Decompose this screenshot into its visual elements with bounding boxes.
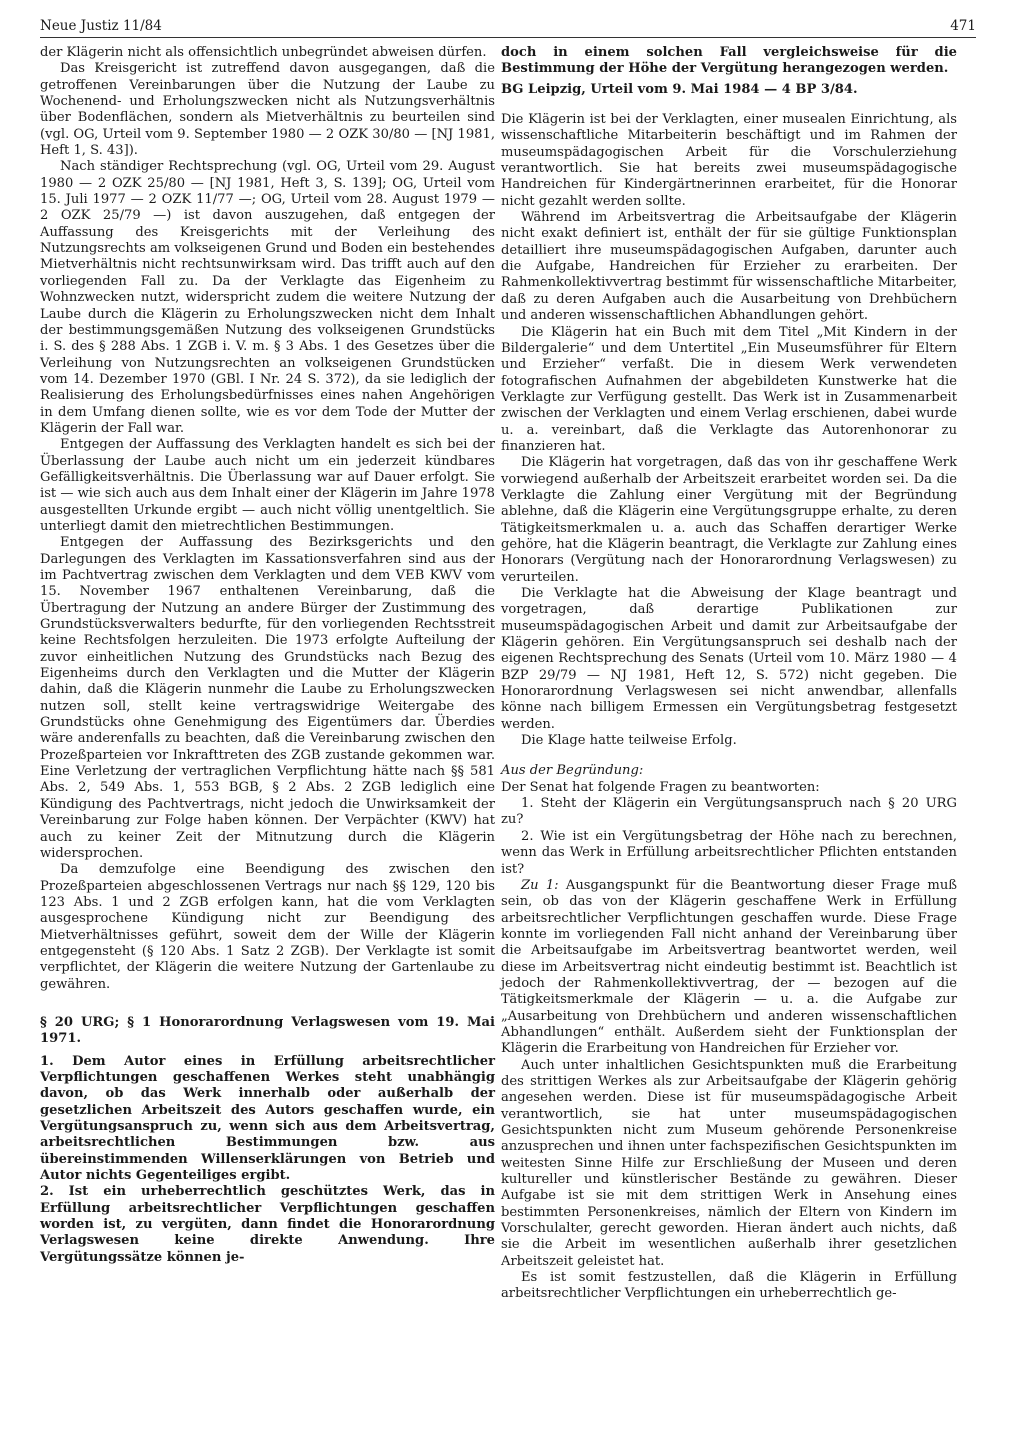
headnote-2-continued: doch in einem solchen Fall vergleichsweise für die Bestimmung der Höhe der Vergütung herangezogen werden.: [501, 45, 957, 77]
paragraph: Die Klägerin hat vorgetragen, daß das von ihr geschaffene Werk vorwiegend außerhalb der Arbeitszeit erarbeitet worden sei. Da die Verklagte die Zahlung einer Vergütung mit der Begründung ablehne, daß die Klägerin eine Vergütungsgruppe erhalte, zu deren Tätigkeitsmerkmalen u. a. auch das Schaffen derartiger Werke gehöre, hat die Klägerin beantragt, die Verklagte zur Zahlung eines Honorars (Vergütung nach der Honorarordnung Verlagswesen) zu verurteilen.: [501, 455, 957, 585]
paragraph: Auch unter inhaltlichen Gesichtspunkten muß die Erarbeitung des strittigen Werkes als zur Arbeitsaufgabe der Klägerin gehörig angesehen werden. Diese ist für museumspädagogische Arbeit verantwortlich, sie hat unter museumspädagogischen Gesichtspunkten nicht zum Museum gehörende Personenkreise anzusprechen und ihnen unter fachspezifischen Gesichtspunkten im weitesten Sinne Hilfe zur Erschließung der Museen und deren kultureller und künstlerischer Bestände zu gewähren. Dieser Aufgabe ist sie mit dem strittigen Werk in Ansehung eines bestimmten Personenkreises, nämlich der Eltern von Kindern im Vorschulalter, gerecht geworden. Hieran ändert auch nichts, daß sie die Arbeit im wesentlichen außerhalb ihrer gesetzlichen Arbeitszeit geleistet hat.: [501, 1057, 957, 1269]
paragraph: Während im Arbeitsvertrag die Arbeitsaufgabe der Klägerin nicht exakt definiert ist, enthält der für sie gültige Funktionsplan detailliert ihre museumspädagogischen Aufgaben, darunter auch die Aufgabe, Handreichen für Erzieher zu erarbeiten. Der Rahmenkollektivvertrag bestimmt für wissenschaftliche Mitarbeiter, daß zu deren Aufgaben auch die Ausarbeitung von Drehbüchern und anderen wissenschaftlichen Abhandlungen gehört.: [501, 210, 957, 324]
answer-label: Zu 1:: [521, 877, 559, 893]
paragraph: Entgegen der Auffassung des Bezirksgerichts und den Darlegungen des Verklagten im Kassationsverfahren sind aus der im Pachtvertrag zwischen dem Verklagten und dem VEB KWV vom 15. November 1967 enthaltenen Vereinbarung, daß die Übertragung der Nutzung an andere Bürger der Zustimmung des Grundstücksverwalters bedurfte, für den vorliegenden Rechtsstreit keine Rechtsfolgen herzuleiten. Die 1973 erfolgte Aufteilung der zuvor einheitlichen Nutzung des Grundstücks nach Bezug des Eigenheims durch den Verklagten und die Mutter der Klägerin dahin, daß die Klägerin nunmehr die Laube zu Erholungszwecken nutzen soll, stellt keine vertragswidrige Weitergabe des Grundstücks ohne Genehmigung des Eigentümers dar. Überdies wäre anderenfalls zu beachten, daß die Vereinbarung zwischen den Prozeßparteien vor Inkrafttreten des ZGB zustande gekommen war. Eine Verletzung der vertraglichen Verpflichtung hätte nach §§ 581 Abs. 2, 549 Abs. 1, 553 BGB, § 2 Abs. 2 ZGB lediglich eine Kündigung des Pachtvertrags, nicht jedoch die Unwirksamkeit der Vereinbarung zur Folge haben können. Der Verpächter (KWV) hat auch zu keiner Zeit der Mitnutzung durch die Klägerin widersprochen.: [40, 535, 495, 861]
answer-text: Ausgangspunkt für die Beantwortung dieser Frage muß sein, ob das von der Klägerin geschaffene Werk in Erfüllung arbeitsrechtlicher Verpflichtungen geschaffen wurde. Diese Frage konnte im vorliegenden Fall nicht anhand der Vereinbarung über die Arbeitsaufgabe im Arbeitsvertrag beantwortet werden, weil diese im Arbeitsvertrag nicht eindeutig bestimmt ist. Beachtlich ist jedoch der Rahmenkollektivvertrag, der — bezogen auf die Tätigkeitsmerkmale der Klägerin — u. a. die Aufgabe zur „Ausarbeitung von Drehbüchern und anderen wissenschaftlichen Abhandlungen“ enthält. Außerdem sieht der Funktionsplan der Klägerin die Erarbeitung von Handreichen für Erzieher vor.: [501, 877, 957, 1057]
question-1: 1. Steht der Klägerin ein Vergütungsanspruch nach § 20 URG zu?: [501, 796, 957, 828]
paragraph: Da demzufolge eine Beendigung des zwischen den Prozeßparteien abgeschlossenen Vertrags nur nach §§ 129, 120 bis 123 Abs. 1 und 2 ZGB erfolgen kann, hat die vom Verklagten ausgesprochene Kündigung nicht zur Beendigung des Mietverhältnisses geführt, soweit dem der Wille der Klägerin entgegensteht (§ 120 Abs. 1 Satz 2 ZGB). Der Verklagte ist somit verpflichtet, der Klägerin die weitere Nutzung der Gartenlaube zu gewähren.: [40, 862, 495, 992]
court-citation: BG Leipzig, Urteil vom 9. Mai 1984 — 4 BP 3/84.: [501, 81, 858, 97]
headnote-1: 1. Dem Autor eines in Erfüllung arbeitsrechtlicher Verpflichtungen geschaffenen Werkes steht unabhängig davon, ob das Werk innerhalb oder außerhalb der gesetzlichen Arbeitszeit des Autors geschaffen wurde, ein Vergütungsanspruch zu, wenn sich aus dem Arbeitsvertrag, arbeitsrechtlichen Bestimmungen bzw. aus übereinstimmenden Willenserklärungen von Betrieb und Autor nichts Gegenteiliges ergibt.: [40, 1053, 495, 1184]
headnote-2: 2. Ist ein urheberrechtlich geschütztes Werk, das in Erfüllung arbeitsrechtlicher Verpflichtungen geschaffen worden ist, zu vergüten, dann findet die Honorarordnung Verlagswesen keine direkte Anwendung. Ihre Vergütungssätze können je-: [40, 1184, 495, 1265]
paragraph: Das Kreisgericht ist zutreffend davon ausgegangen, daß die getroffenen Vereinbarungen über die Nutzung der Laube zu Wochenend- und Erholungszwecken nicht als Nutzungsverhältnis über Bodenflächen, sondern als Mietverhältnis zu beurteilen sind (vgl. OG, Urteil vom 9. September 1980 — 2 OZK 30/80 — [NJ 1981, Heft 1, S. 43]).: [40, 61, 495, 159]
paragraph: Entgegen der Auffassung des Verklagten handelt es sich bei der Überlassung der Laube auch nicht um ein jederzeit kündbares Gefälligkeitsverhältnis. Die Überlassung war auf Dauer erfolgt. Sie ist — wie sich auch aus dem Inhalt einer der Klägerin im Jahre 1978 ausgestellten Urkunde ergibt — auch nicht völlig unentgeltlich. Sie unterliegt damit den mietrechtlichen Bestimmungen.: [40, 437, 495, 534]
answer-1: [501, 878, 957, 1058]
paragraph: Die Verklagte hat die Abweisung der Klage beantragt und vorgetragen, daß derartige Publikationen zur museumspädagogischen Arbeit und damit zur Arbeitsaufgabe der Klägerin gehören. Ein Vergütungsanspruch sei deshalb nach der eigenen Rechtsprechung des Senats (Urteil vom 10. März 1980 — 4 BZP 29/79 — NJ 1981, Heft 12, S. 572) nicht gegeben. Die Honorarordnung Verlagswesen sei nicht anwendbar, allenfalls könne nach billigem Ermessen ein Vergütungsbetrag festgesetzt werden.: [501, 586, 957, 732]
journal-header: Neue Justiz 11/84: [40, 18, 162, 34]
section-label: Aus der Begründung:: [501, 763, 644, 779]
paragraph: Der Senat hat folgende Fragen zu beantworten:: [501, 779, 820, 795]
paragraph: Die Klage hatte teilweise Erfolg.: [521, 733, 737, 749]
paragraph: Nach ständiger Rechtsprechung (vgl. OG, Urteil vom 29. August 1980 — 2 OZK 25/80 — [NJ 1981, Heft 3, S. 139]; OG, Urteil vom 15. Juli 1977 — 2 OZK 11/77 —; OG, Urteil vom 28. August 1979 — 2 OZK 25/79 —) ist davon auszugehen, daß entgegen der Auffassung des Kreisgerichts mit der Verleihung des Nutzungsrechts am volkseigenen Grund und Boden ein bestehendes Mietverhältnis nicht rechtsunwirksam wird. Das trifft auch auf den vorliegenden Fall zu. Da der Verklagte das Eigenheim zu Wohnzwecken nutzt, widerspricht zudem die weitere Nutzung der Laube durch die Klägerin zu Erholungszwecken nicht dem Inhalt der bestimmungsgemäßen Nutzung des volkseigenen Grundstücks i. S. des § 288 Abs. 1 ZGB i. V. m. § 3 Abs. 1 des Gesetzes über die Verleihung von Nutzungsrechten an volkseigenen Grundstücken vom 14. Dezember 1970 (GBl. I Nr. 24 S. 372), da sie lediglich der Realisierung des Erholungsbedürfnisses eines nahen Angehörigen in dem Umfang dienen sollte, wie es vor dem Tode der Mutter der Klägerin der Fall war.: [40, 159, 495, 436]
page-number: 471: [950, 18, 976, 34]
right-column: [501, 45, 957, 1303]
question-2: 2. Wie ist ein Vergütungsbetrag der Höhe nach zu berechnen, wenn das Werk in Erfüllung arbeitsrechtlicher Pflichten entstanden ist?: [501, 828, 957, 877]
law-citation-heading: § 20 URG; § 1 Honorarordnung Verlagswesen vom 19. Mai 1971.: [40, 1014, 495, 1047]
header-rule: [40, 37, 976, 38]
paragraph: der Klägerin nicht als offensichtlich unbegründet abweisen dürfen.: [40, 45, 487, 60]
paragraph: Die Klägerin hat ein Buch mit dem Titel „Mit Kindern in der Bildergalerie“ und dem Untertitel „Ein Museumsführer für Eltern und Erzieher“ verfaßt. Die in diesem Werk verwendeten fotografischen Aufnahmen der abgebildeten Kunstwerke hat die Verklagte zur Verfügung gestellt. Das Werk ist in Zusammenarbeit zwischen der Verklagten und einem Verlag erschienen, dabei wurde u. a. vereinbart, daß die Verklagte das Autorenhonorar zu finanzieren hat.: [501, 324, 957, 454]
paragraph: Die Klägerin ist bei der Verklagten, einer musealen Einrichtung, als wissenschaftliche Mitarbeiterin beschäftigt und im Rahmen der museumspädagogischen Arbeit für die Vorschulerziehung verantwortlich. Sie hat bereits zwei museumspädagogische Handreichen für Kindergärtnerinnen erarbeitet, für die Honorar nicht gezahlt werden sollte.: [501, 112, 957, 209]
left-column: [40, 45, 495, 1266]
paragraph: Es ist somit festzustellen, daß die Klägerin in Erfüllung arbeitsrechtlicher Verpflichtungen ein urheberrechtlich ge-: [501, 1270, 957, 1302]
